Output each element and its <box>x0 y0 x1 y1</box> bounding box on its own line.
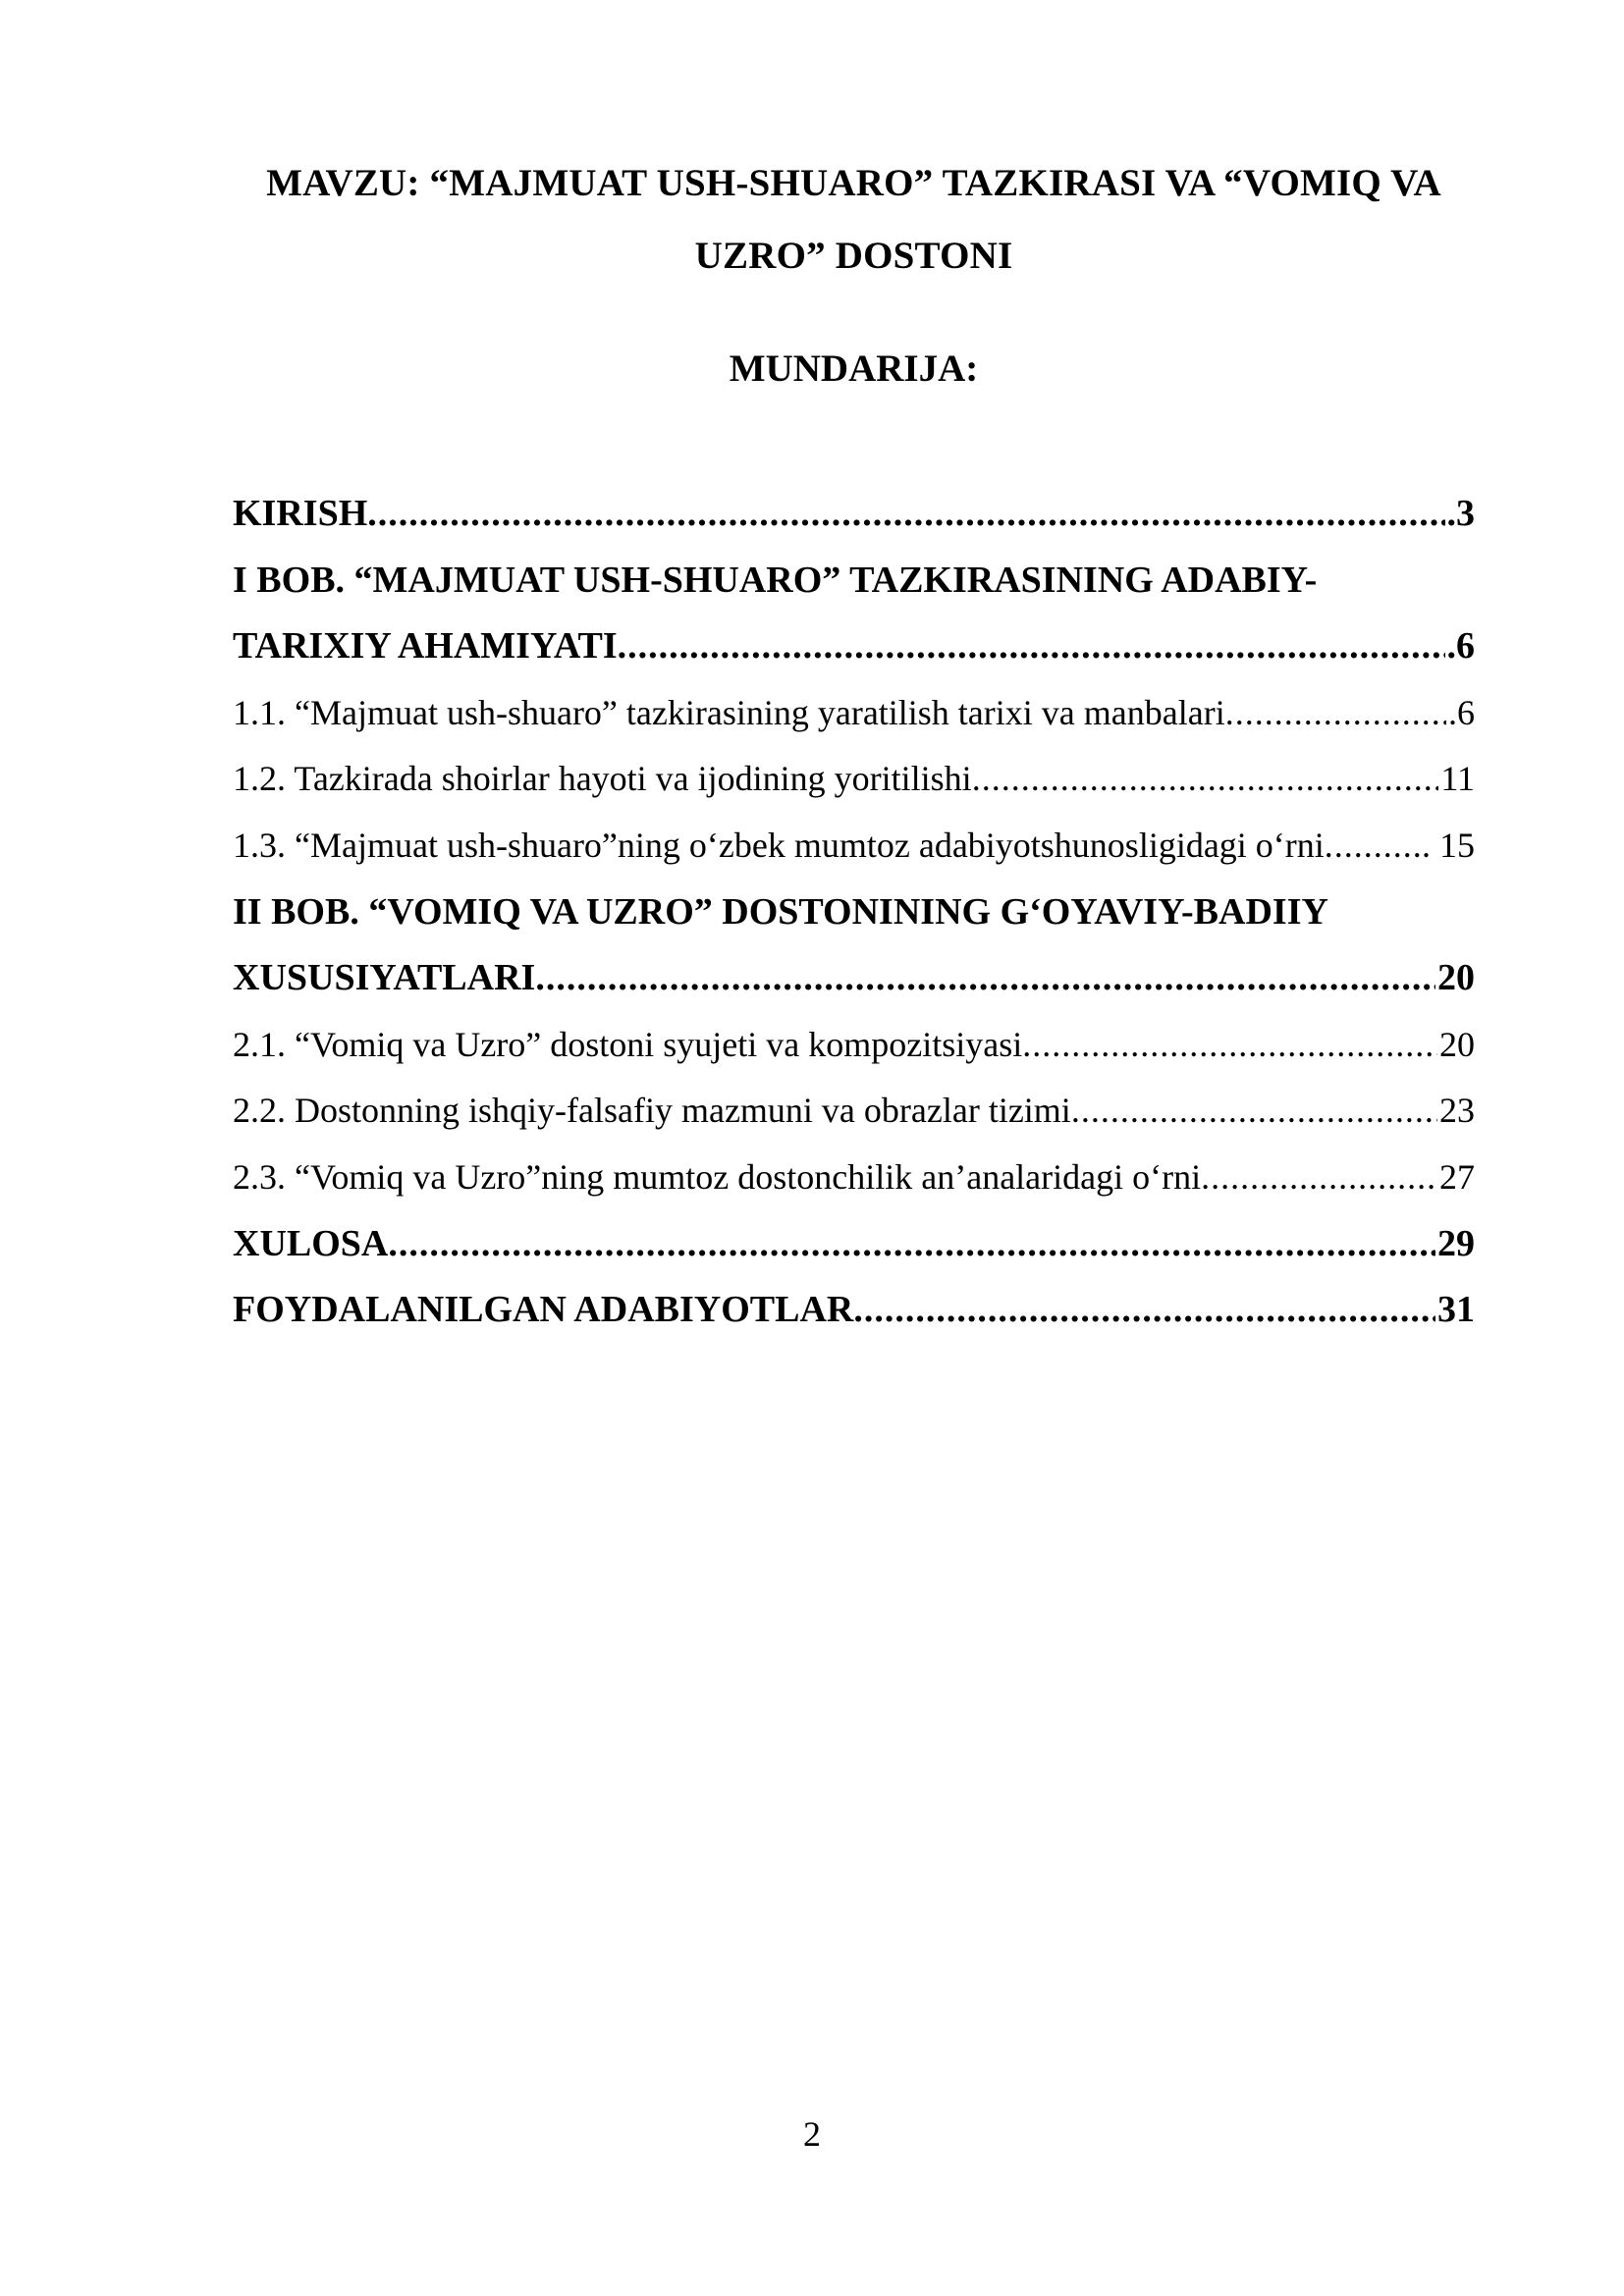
toc-entry-section-2-1[interactable]: 2.1. “Vomiq va Uzro” dostoni syujeti va kompozitsiyasi ..... 20 <box>233 1012 1475 1079</box>
toc-leader <box>535 945 1435 1012</box>
title-line-2: UZRO” DOSTONI <box>694 235 1013 277</box>
toc-entry-chapter-1-line-2[interactable]: TARIXIY AHAMIYATI ..... .6 <box>233 614 1475 680</box>
toc-page-number: 20 <box>1437 957 1475 999</box>
toc-leader <box>1201 1145 1437 1211</box>
contents-heading: MUNDARIJA: <box>729 347 979 390</box>
toc-leader <box>1071 1078 1437 1145</box>
page-number: 2 <box>803 2114 821 2154</box>
toc-entry-section-2-3[interactable]: 2.3. “Vomiq va Uzro”ning mumtoz dostonchilik an’analaridagi oʻrni ..... 27 <box>233 1145 1475 1211</box>
toc-leader <box>388 1211 1435 1278</box>
title-line-1: MAVZU: “MAJMUAT USH-SHUARO” TAZKIRASI VA “VOMIQ VA <box>266 162 1441 204</box>
toc-leader <box>853 1277 1435 1344</box>
toc-page-number: .3 <box>1446 493 1475 534</box>
toc-page-number: 20 <box>1439 1024 1475 1064</box>
toc-page-number: . 15 <box>1422 825 1475 865</box>
toc-entry-introduction[interactable]: KIRISH ..... .3 <box>233 481 1475 548</box>
toc-page-number: .6 <box>1446 625 1475 667</box>
document-title <box>233 147 1475 293</box>
toc-page-number: 29 <box>1437 1222 1475 1264</box>
toc-entry-chapter-2-line-2[interactable]: XUSUSIYATLARI ..... 20 <box>233 945 1475 1012</box>
toc-page-number: 27 <box>1439 1156 1475 1197</box>
toc-entry-section-1-1[interactable]: 1.1. “Majmuat ush-shuaro” tazkirasining yaratilish tarixi va manbalari ..... .6 <box>233 680 1475 747</box>
toc-page-number: 23 <box>1439 1091 1475 1131</box>
toc-entry-section-1-2[interactable]: 1.2. Tazkirada shoirlar hayoti va ijodining yoritilishi ..... 11 <box>233 746 1475 813</box>
toc-page-number: .6 <box>1448 692 1475 732</box>
toc-leader <box>972 746 1439 813</box>
toc-leader <box>367 481 1444 548</box>
toc-entry-chapter-1-line-1[interactable]: I BOB. “MAJMUAT USH-SHUARO” TAZKIRASINING ADABIY- <box>233 559 1318 601</box>
toc-leader <box>1225 680 1446 747</box>
toc-entry-conclusion[interactable]: XULOSA ..... 29 <box>233 1211 1475 1278</box>
toc-leader <box>1325 813 1420 880</box>
toc-leader <box>618 614 1445 680</box>
toc-entry-references[interactable]: FOYDALANILGAN ADABIYOTLAR ..... 31 <box>233 1277 1475 1344</box>
toc-entry-chapter-2-line-1[interactable]: II BOB. “VOMIQ VA UZRO” DOSTONINING GʻOYAVIY-BADIIY <box>233 890 1328 933</box>
toc-page-number: 11 <box>1440 759 1475 799</box>
table-of-contents <box>233 481 1475 1344</box>
toc-page-number: 31 <box>1437 1289 1475 1331</box>
toc-entry-section-1-3[interactable]: 1.3. “Majmuat ush-shuaro”ning oʻzbek mumtoz adabiyotshunosligidagi oʻrni ..... . 15 <box>233 813 1475 880</box>
toc-leader <box>1022 1012 1437 1079</box>
toc-entry-section-2-2[interactable]: 2.2. Dostonning ishqiy-falsafiy mazmuni va obrazlar tizimi ..... 23 <box>233 1078 1475 1145</box>
